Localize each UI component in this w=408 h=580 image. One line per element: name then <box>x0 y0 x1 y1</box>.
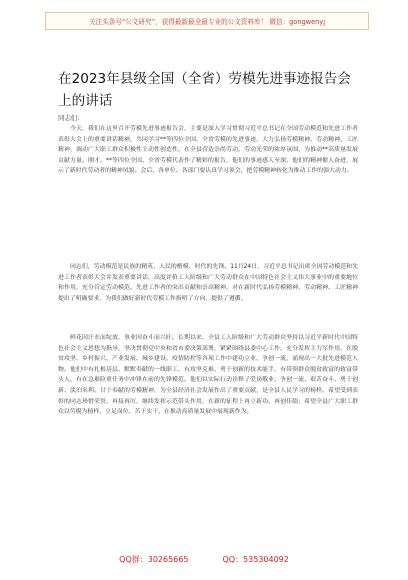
paragraph-2: 同志们，劳动模范是民族的精英、人民的楷模、时代的先锋。11月24日，习近平总书记出席全国劳动模范和先进工作者表彰大会并发表重要讲话，高度评价工人阶级和广大劳动群众在中国特色社会主义伟大事业中的重要地位和作用，充分肯定劳动模范、先进工作者的突出贡献和崇高精神，对在新时代弘扬劳模精神、劳动精神、工匠精神提出了明确要求，为我们做好新时代劳模工作指明了方向、提供了遵循。 <box>58 264 358 302</box>
paragraph-3: 鲜花因汗水而绽放，事业因奋斗而兴旺。长期以来，全县工人阶级和广大劳动群众坚持以习近平新时代中国特色社会主义思想为指导，坚决贯彻党中央和省市委决策部署，紧紧围绕县委中心工作，充分发挥主力军作用，在脱贫攻坚、乡村振兴、产业发展、城乡建设、疫情防控等各项工作中建功立业、争创一流，涌现出一大批先进模范人物。他们中有扎根基层、默默奉献的一线职工，有攻坚克难、勇于创新的技术能手，有带领群众脱贫致富的致富带头人，有在急难险重任务中冲锋在前的先锋模范。他们以实际行动诠释了爱岗敬业、争创一流、艰苦奋斗、勇于创新、淡泊名利、甘于奉献的劳模精神，为全县经济社会发展作出了重要贡献，是全县人民学习的榜样。希望受到表彰的同志珍惜荣誉、再接再厉，继续发挥示范带头作用，在新的征程上再立新功、再创佳绩；希望全县广大职工群众以劳模为榜样，立足岗位、苦干实干，在推动高质量发展中展现新作为。 <box>58 335 358 416</box>
promo-banner: 关注头条号“公文研究”，获得最新最全最专业的公文资料库！ 微信：gongwenyj <box>45 12 369 30</box>
greeting: 同志们： <box>58 114 84 122</box>
footer-contact <box>0 549 408 569</box>
qq-group-text: QQ群：30265665 <box>119 554 189 564</box>
document-title: 在2023年县级全国（全省）劳模先进事迹报告会上的讲话 <box>58 71 351 109</box>
qq-number-text: QQ：535304092 <box>222 554 289 564</box>
paragraph-1: 今天，我们在这里召开劳模先进事迹报告会，主要是深入学习贯彻习近平总书记在全国劳动模范和先进工作者表彰大会上的重要讲话精神，共同学习**等四位全国、全省劳模的先进事迹，大力弘扬劳模精神、劳动精神、工匠精神，调动广大职工群众积极性主动性创造性，在全县营造崇尚劳动、劳动光荣的浓厚氛围，为推动**高质量发展贡献力量。刚才，**等四位全国、全省劳模代表作了精彩的报告，他们的事迹感人至深，他们的精神催人奋进，展示了新时代劳动者的精神风貌。会后，各单位、各部门要认真学习领会，把劳模精神转化为推动工作的强大动力。 <box>58 126 358 175</box>
